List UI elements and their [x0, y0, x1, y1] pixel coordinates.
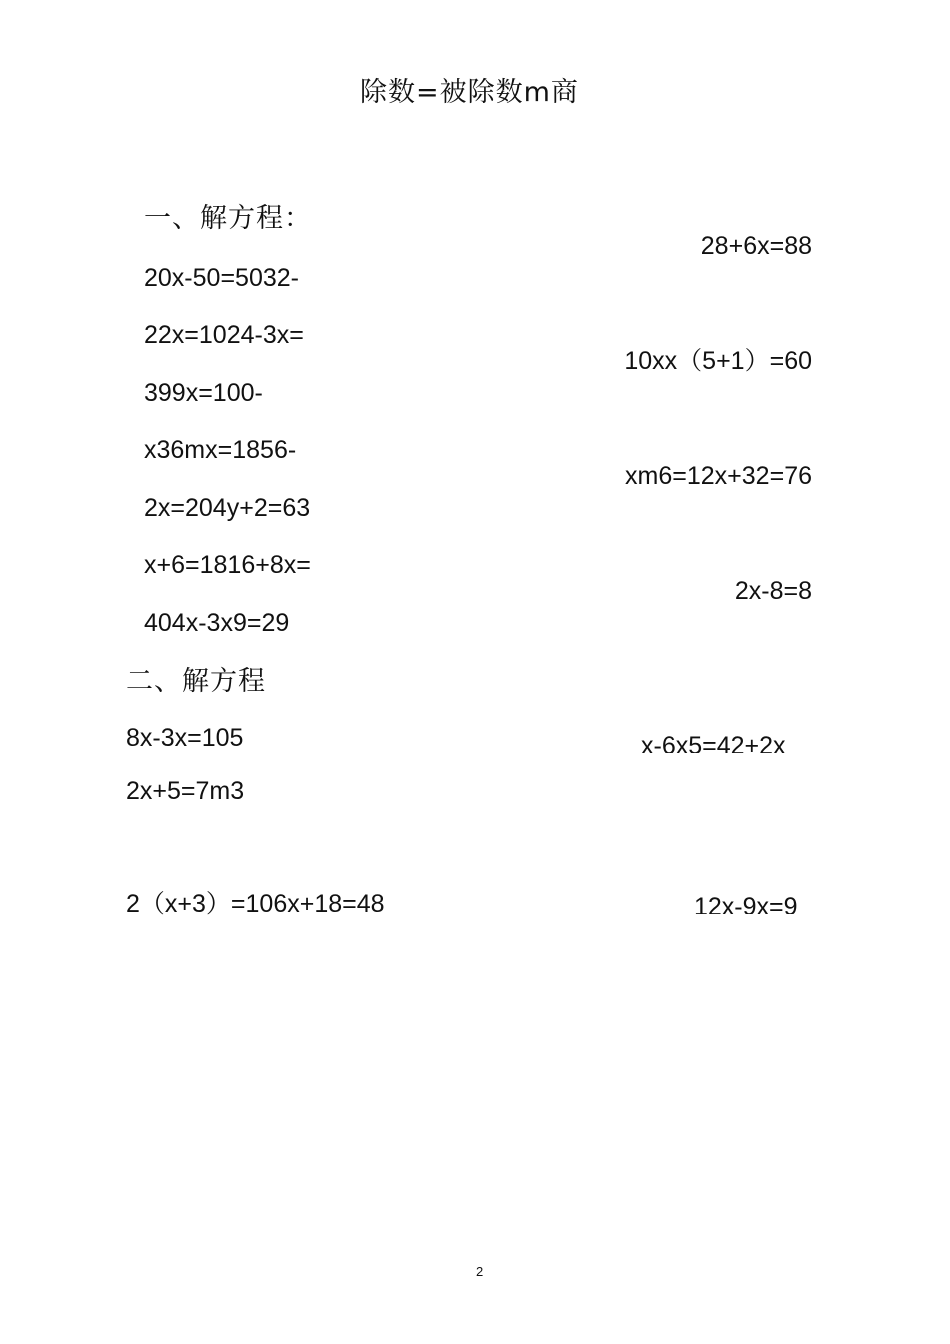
equation-left-1: 20x-50=5032- [144, 264, 299, 292]
equation-left-2: 22x=1024-3x= [144, 321, 304, 349]
section-1-heading: 一、解方程： [144, 203, 312, 234]
equation-s2-left-2: 2x+5=7m3 [126, 777, 245, 805]
equation-left-3: 399x=100- [144, 379, 263, 407]
equation-left-5: 2x=204y+2=63 [144, 494, 311, 522]
equation-left-6: x+6=1816+8x= [144, 551, 311, 579]
equation-left-7: 404x-3x9=29 [144, 609, 290, 637]
equation-right-4: 2x-8=8 [734, 577, 812, 605]
equation-s2-right-2: 12x-9x=9 [694, 893, 798, 914]
equation-right-3: xm6=12x+32=76 [625, 462, 812, 490]
page-title: 除数=被除数m商 [360, 77, 579, 108]
page-number: 2 [476, 1264, 484, 1279]
equation-s2-left-3: 2（x+3）=106x+18=48 [126, 890, 385, 918]
equation-right-2: 10xx（5+1）=60 [624, 347, 812, 375]
equation-s2-right-1: x-6x5=42+2x [641, 732, 786, 753]
section-2-heading: 二、解方程 [126, 666, 266, 697]
equation-s2-left-1: 8x-3x=105 [126, 724, 244, 752]
equation-right-1: 28+6x=88 [700, 232, 812, 260]
equation-left-4: x36mx=1856- [144, 436, 297, 464]
